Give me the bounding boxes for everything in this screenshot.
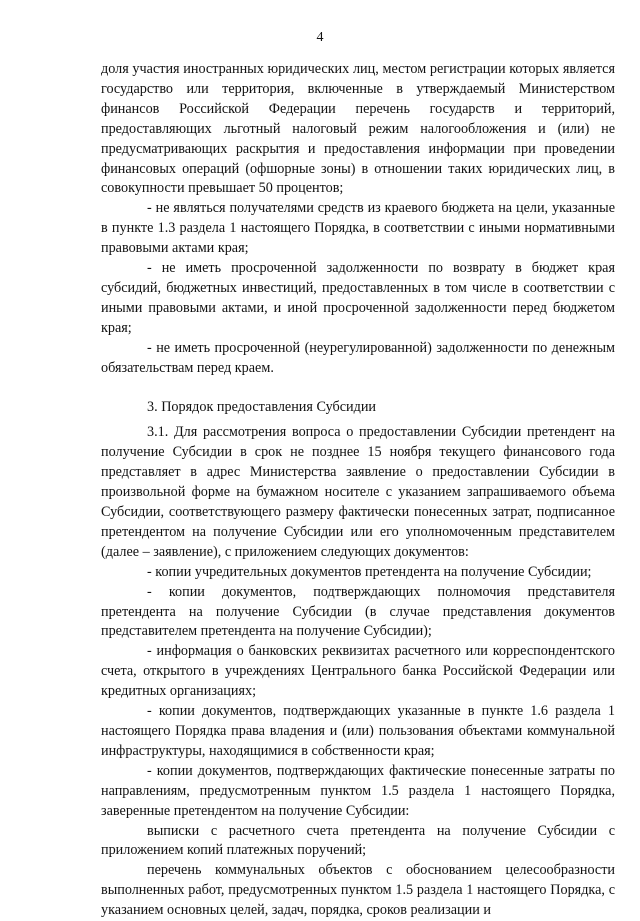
paragraph-no-overdue-budget-debt: - не иметь просроченной задолженности по возврату в бюджет края субсидий, бюджетных инвестиций, предоставленных в том числе в соответствии с иными правовыми актами, и иной просроченной задолженности перед бюджетом края; bbox=[101, 260, 615, 336]
paragraph-3-1: 3.1. Для рассмотрения вопроса о предоставлении Субсидии претендент на получение Субсидии в срок не позднее 15 ноября текущего финансового года представляет в адрес Министерства заявление о предоставлении Субсидии в произвольной форме на бумажном носителе с указанием запрашиваемого объема Субсидии, соответствующего размеру фактически понесенных затрат, подписанное претендентом на получение Субсидии или его уполномоченным представителем (далее – заявление), с приложением следующих документов: bbox=[101, 424, 615, 560]
list-item-founding-documents: - копии учредительных документов претендента на получение Субсидии; bbox=[147, 563, 592, 580]
paragraph-offshore-share: доля участия иностранных юридических лиц, местом регистрации которых является государство или территория, включенные в утверждаемый Министерством финансов Российской Федерации перечень государств и территорий, предоставляющих льготный налоговый режим налогообложения и (или) не предусматривающих раскрытия и предоставления информации при проведении финансовых операций (офшорные зоны) в отношении таких юридических лиц, в совокупности превышает 50 процентов; bbox=[101, 61, 615, 197]
paragraph-account-statements: выписки с расчетного счета претендента на получение Субсидии с приложением копий платежных поручений; bbox=[101, 822, 615, 859]
list-item-cost-documents: - копии документов, подтверждающих фактические понесенные затраты по направлениям, предусмотренным пунктом 1.5 раздела 1 настоящего Порядка, заверенные претендентом на получение Субсидии: bbox=[101, 762, 615, 819]
paragraph-facility-list: перечень коммунальных объектов с обоснованием целесообразности выполненных работ, предусмотренных пунктом 1.5 раздела 1 настоящего Порядка, с указанием основных целей, задач, порядка, сроков реализации и bbox=[101, 862, 615, 919]
list-item-authority-documents: - копии документов, подтверждающих полномочия представителя претендента на получение Субсидии (в случае представления документов представителем претендента на получение Субсидии); bbox=[101, 583, 615, 640]
paragraph-no-overdue-obligations: - не иметь просроченной (неурегулированной) задолженности по денежным обязательствам перед краем. bbox=[101, 339, 615, 376]
list-item-ownership-documents: - копии документов, подтверждающих указанные в пункте 1.6 раздела 1 настоящего Порядка права владения и (или) пользования объектами коммунальной инфраструктуры, находящимися в собственности края; bbox=[101, 703, 615, 759]
page-number: 4 bbox=[316, 30, 324, 45]
document-body bbox=[101, 60, 615, 921]
section-heading: 3. Порядок предоставления Субсидии bbox=[147, 398, 377, 415]
list-item-bank-details: - информация о банковских реквизитах расчетного или корреспондентского счета, открытого в учреждениях Центрального банка Российской Федерации или кредитных организациях; bbox=[101, 643, 615, 700]
paragraph-not-budget-recipient: - не являться получателями средств из краевого бюджета на цели, указанные в пункте 1.3 раздела 1 настоящего Порядка, в соответствии с иными нормативными правовыми актами края; bbox=[101, 200, 615, 257]
